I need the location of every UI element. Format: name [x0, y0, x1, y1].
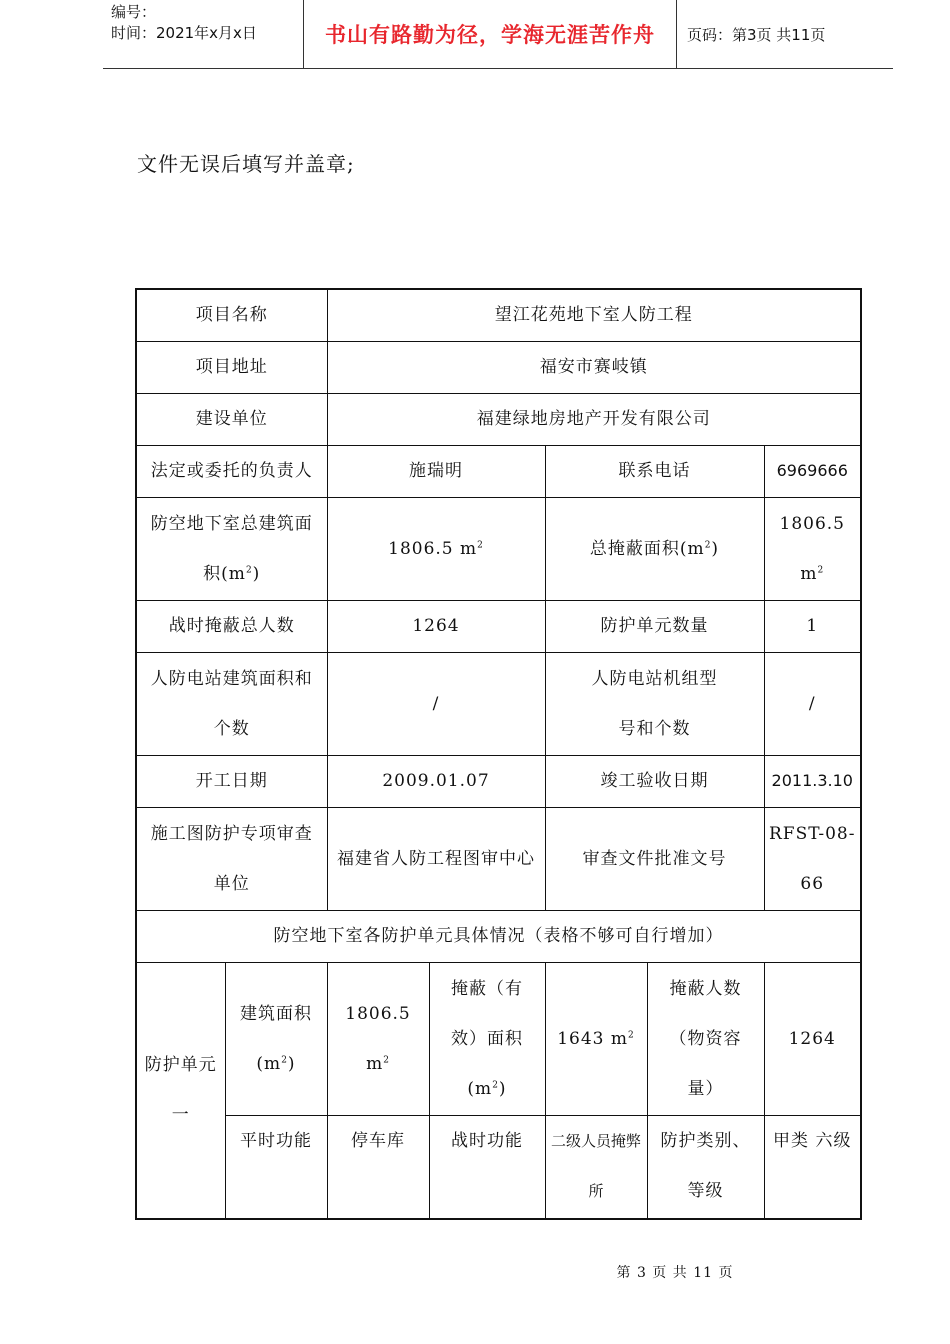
cell-value: 1806.5 $m^2$	[764, 497, 861, 600]
table-row	[136, 497, 861, 600]
cell-value: 福建绿地房地产开发有限公司	[327, 393, 861, 445]
cell-label: 人防电站机组型 号和个数	[545, 652, 764, 755]
cell-label: 掩蔽（有 效）面积$(m^2)$	[429, 962, 545, 1115]
cell-value: /	[327, 652, 545, 755]
table-row	[136, 910, 861, 962]
section-title: 防空地下室各防护单元具体情况（表格不够可自行增加）	[136, 910, 861, 962]
cell-value: 施瑞明	[327, 445, 545, 497]
time-label: 时间：2021年x月x日	[111, 24, 257, 42]
cell-value: 甲类 六级	[764, 1115, 861, 1219]
table-row	[136, 652, 861, 755]
footer-page-number: 第 3 页 共 11 页	[616, 1265, 734, 1281]
cell-label: 建设单位	[136, 393, 327, 445]
cell-value: 1806.5 $m^2$	[327, 497, 545, 600]
cell-value: 望江花苑地下室人防工程	[327, 289, 861, 341]
table-row	[136, 755, 861, 807]
table-row	[136, 289, 861, 341]
header-meta	[111, 2, 301, 44]
cell-value: 2009.01.07	[327, 755, 545, 807]
cell-value: 1643 $m^2$	[545, 962, 647, 1115]
unit-name: 防护单元 一	[136, 962, 225, 1219]
cell-value: 1264	[327, 600, 545, 652]
cell-label: 战时功能	[429, 1115, 545, 1219]
header-page-label: 页码：第3页 共11页	[687, 25, 826, 44]
cell-label: 平时功能	[225, 1115, 327, 1219]
cell-label: 施工图防护专项审查 单位	[136, 807, 327, 910]
cell-label: 建筑面积 $(m^2)$	[225, 962, 327, 1115]
cell-label: 防空地下室总建筑面 积$(m^2)$	[136, 497, 327, 600]
cell-label: 总掩蔽面积$(m^2)$	[545, 497, 764, 600]
header-motto: 书山有路勤为径，学海无涯苦作舟	[325, 23, 655, 47]
table-row	[136, 393, 861, 445]
cell-value: RFST-08-66	[764, 807, 861, 910]
instruction-note: 文件无误后填写并盖章;	[137, 152, 355, 176]
table-row	[136, 445, 861, 497]
cell-value: 福建省人防工程图审中心	[327, 807, 545, 910]
cell-value: 二级人员掩弊 所	[545, 1115, 647, 1219]
cell-label: 法定或委托的负责人	[136, 445, 327, 497]
page-header	[103, 0, 893, 69]
cell-label: 开工日期	[136, 755, 327, 807]
code-label: 编号：	[111, 3, 157, 21]
project-info-table	[135, 288, 862, 1220]
table-row	[136, 600, 861, 652]
cell-value: /	[764, 652, 861, 755]
cell-label: 审查文件批准文号	[545, 807, 764, 910]
cell-label: 战时掩蔽总人数	[136, 600, 327, 652]
table-row	[136, 962, 861, 1115]
cell-value: 福安市赛岐镇	[327, 341, 861, 393]
cell-value: 停车库	[327, 1115, 429, 1219]
cell-label: 项目名称	[136, 289, 327, 341]
cell-value: 1	[764, 600, 861, 652]
cell-label: 人防电站建筑面积和 个数	[136, 652, 327, 755]
cell-label: 联系电话	[545, 445, 764, 497]
cell-label: 防护类别、 等级	[647, 1115, 764, 1219]
cell-label: 竣工验收日期	[545, 755, 764, 807]
cell-value: 6969666	[764, 445, 861, 497]
cell-value: 1806.5 $m^2$	[327, 962, 429, 1115]
table-row	[136, 807, 861, 910]
cell-value: 2011.3.10	[764, 755, 861, 807]
cell-value: 1264	[764, 962, 861, 1115]
table-row	[136, 341, 861, 393]
header-divider	[676, 0, 677, 68]
table-row	[136, 1115, 861, 1219]
page-footer	[0, 1262, 950, 1282]
cell-label: 掩蔽人数 （物资容 量）	[647, 962, 764, 1115]
cell-label: 防护单元数量	[545, 600, 764, 652]
cell-label: 项目地址	[136, 341, 327, 393]
